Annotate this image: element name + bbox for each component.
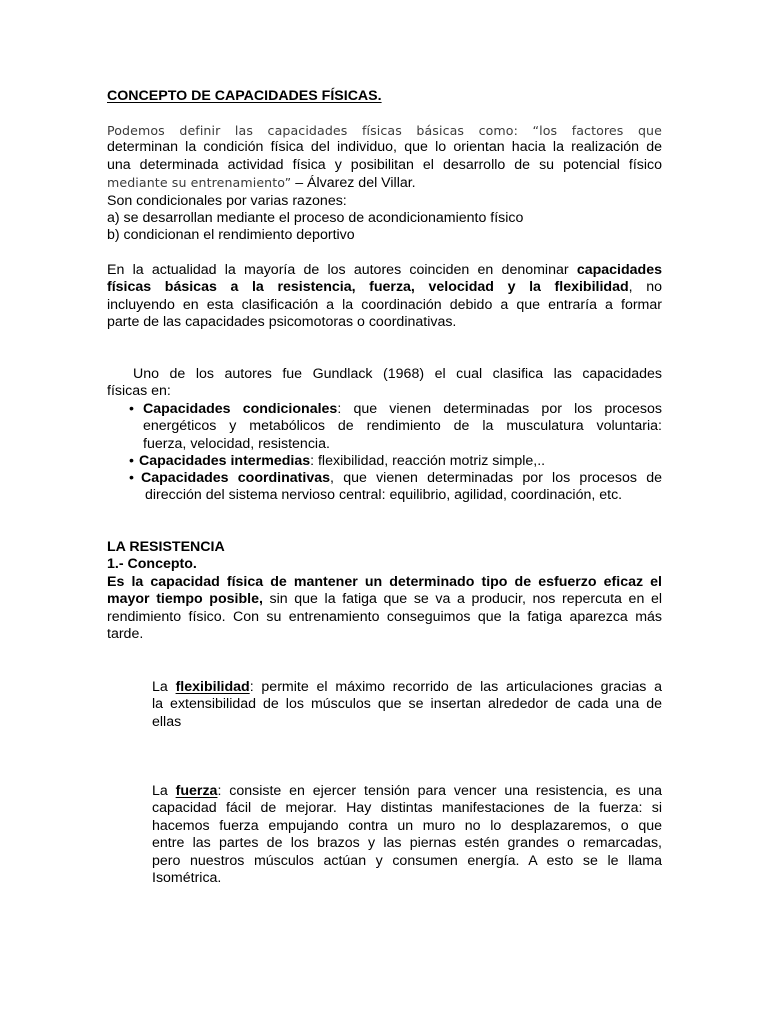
fuerza-paragraph [152,783,662,887]
flexibilidad-paragraph [152,679,662,731]
intro-line: b) condicionan el rendimiento deportivo [107,227,355,244]
resistencia-line [107,591,662,608]
bullet-icon: • [129,401,134,417]
flexibilidad-line: ellas [152,713,182,730]
intro-line: una determinada actividad física y posibilitan el desarrollo de su potencial físico [107,156,662,173]
actualidad-text: , no [628,279,662,296]
fuerza-line: entre las partes de los brazos y las piernas estén grandes o remarcadas, [152,835,662,852]
section-subheading: 1.- Concepto. [107,556,197,573]
bullet-icon: • [129,470,134,486]
intro-line: Podemos definir las capacidades físicas básicas como: “los factores que [107,123,662,138]
fuerza-line: Isométrica. [152,870,222,887]
fuerza-term: fuerza [175,783,218,799]
actualidad-line [107,279,662,296]
fuerza-line: hacemos fuerza empujando contra un muro no lo desplazaremos, o que [152,817,662,834]
intro-line: a) se desarrollan mediante el proceso de acondicionamiento físico [107,210,524,227]
section-heading: LA RESISTENCIA [107,539,225,555]
actualidad-paragraph [107,262,662,332]
fuerza-line: capacidad fácil de mejorar. Hay distintas manifestaciones de la fuerza: si [152,800,662,817]
list-item-term: Capacidades condicionales [143,401,338,417]
list-item-text: : flexibilidad, reacción motriz simple,.. [310,453,546,469]
flexibilidad-line: la extensibilidad de los músculos que se insertan alrededor de cada una de [152,696,662,713]
list-item-term: Capacidades intermedias [139,453,311,469]
list-item-line: dirección del sistema nervioso central: equilibrio, agilidad, coordinación, etc. [145,487,623,504]
gundlack-paragraph [107,366,662,401]
list-item-line: energéticos y metabólicos de rendimiento de la musculatura voluntaria: [143,418,662,435]
list-item-text: : que vienen determinadas por los procesos [337,401,662,417]
intro-paragraph [107,122,662,245]
list-item-term: Capacidades coordinativas [141,470,331,486]
fuerza-text: : consiste en ejercer tensión para vencer una resistencia, es una [217,783,662,799]
actualidad-line: parte de las capacidades psicomotoras o coordinativas. [107,314,457,331]
resistencia-text: sin que la fatiga que se va a producir, nos repercuta en el [262,591,662,608]
resistencia-line: Es la capacidad física de mantener un determinado tipo de esfuerzo eficaz el [107,573,662,590]
list-item [107,401,662,453]
gundlack-line: Uno de los autores fue Gundlack (1968) el cual clasifica las capacidades [133,366,662,382]
resistencia-line: rendimiento físico. Con su entrenamiento conseguimos que la fatiga aparezca más [107,608,662,625]
list-item-line: fuerza, velocidad, resistencia. [143,435,330,452]
fuerza-text: La [152,783,176,799]
intro-line [107,174,662,192]
intro-line: determinan la condición física del individuo, que lo orientan hacia la realización de [107,139,662,156]
list-item [107,453,662,471]
fuerza-line: pero nuestros músculos actúan y consumen energía. A esto se le llama [152,852,662,869]
intro-author: – Álvarez del Villar. [291,175,416,192]
resistencia-bold: mayor tiempo posible, [107,591,263,608]
fuerza-line [152,783,662,800]
actualidad-bold: capacidades [576,262,662,278]
flexibilidad-text: : permite el máximo recorrido de las articulaciones gracias a [249,679,662,695]
intro-quote-end: mediante su entrenamiento” [107,175,292,191]
gundlack-line: físicas en: [107,383,171,400]
resistencia-line: tarde. [107,626,144,643]
actualidad-line [107,262,662,279]
actualidad-text: En la actualidad la mayoría de los autores coinciden en denominar [107,262,577,278]
flexibilidad-text: La [152,679,176,695]
intro-line: Son condicionales por varias razones: [107,192,347,209]
actualidad-bold: físicas básicas a la resistencia, fuerza, velocidad y la flexibilidad [107,279,629,296]
bullet-icon: • [129,453,134,469]
actualidad-line: incluyendo en esta clasificación a la coordinación debido a que entraría a formar [107,296,662,313]
flexibilidad-line [152,679,662,696]
flexibilidad-term: flexibilidad [175,679,250,695]
list-item-text: , que vienen determinadas por los procesos de [330,470,663,486]
list-item [107,470,662,506]
list-item-line [139,453,662,470]
list-item-line [143,401,662,418]
page-title: CONCEPTO DE CAPACIDADES FÍSICAS. [107,88,382,104]
list-item-line [141,470,662,487]
resistencia-section [107,539,662,643]
